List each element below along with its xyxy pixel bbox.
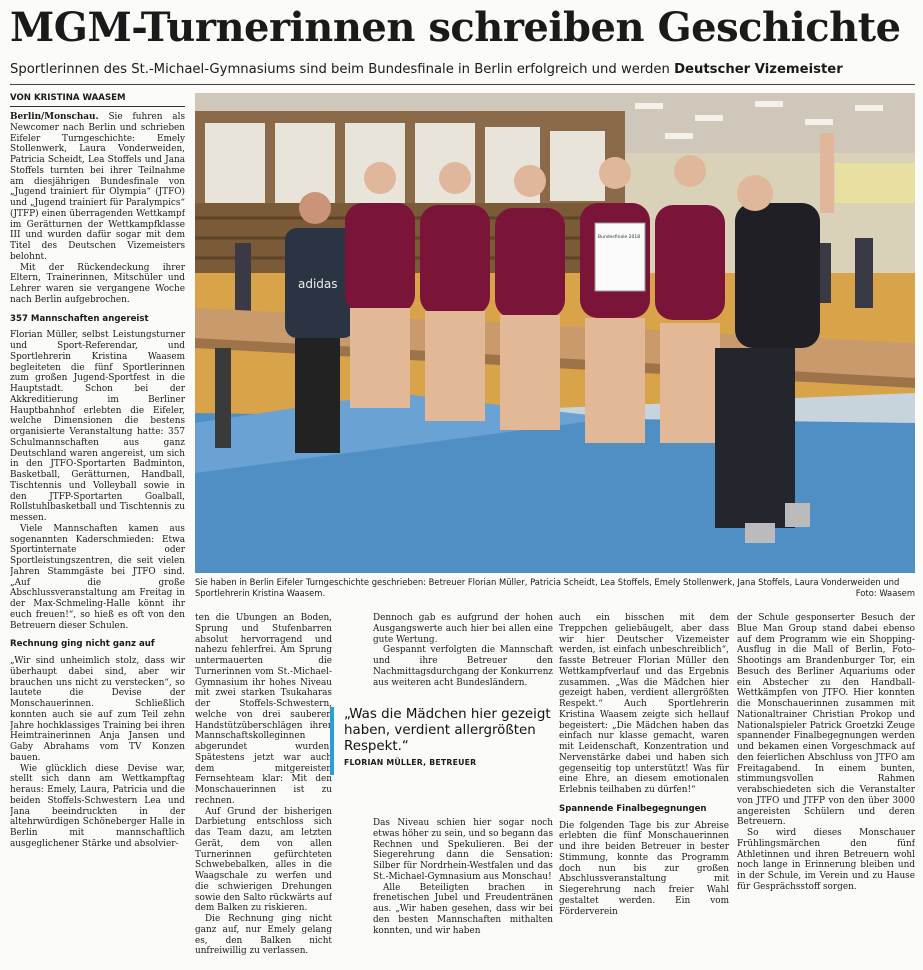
certificate-label: Bundesfinale 2018 (598, 235, 641, 240)
paragraph: Alle Beteiligten brachen in frenetischen Jubel und Freudentränen aus. „Wir haben gesehen, dass wir bei den besten Mannschaften mithalten konnten, und wir haben (373, 882, 553, 936)
paragraph: „Wir sind unheimlich stolz, dass wir überhaupt dabei sind, aber wir brauchen uns nicht zu verstecken“, so lautete die Devise der Monschauerinnen. Schließlich konnten auch sie auf zum Teil zehn Jahre hochklassiges Training bei ihren Heimtrainerinnen Anja Jansen und Gaby Abrahams vom TV Konzen bauen. (10, 656, 185, 763)
photo-illustration (195, 93, 915, 573)
byline: VON KRISTINA WAASEM (10, 93, 185, 107)
paragraph: Viele Mannschaften kamen aus sogenannten Kaderschmieden: Etwa Sportinternate oder Sportleistungszentren, die seit vielen Jahren Stammgäste bei JTFO sind. „Auf die große Abschlussveranstaltung am Freitag in der Max-Schmeling-Halle könnt ihr euch freuen!“, so hieß es oft von den Betreuern dieser Schulen. (10, 523, 185, 631)
paragraph: auch ein bisschen mit dem Treppchen geliebäugelt, aber dass wir hier Deutscher Vizemeister werden, ist einfach unbeschreiblich“, fasste Betreuer Florian Müller den Wettkampfverlauf und das Ergebnis zusammen. „Was die Mädchen hier gezeigt haben, verdient allergrößten Respekt.“ Auch Sportlehrerin Kristina Waasem zeigte sich hellauf begeistert: „Die Mädchen haben das einfach nur klasse gemacht, waren mit Leidenschaft, Konzentration und Nervenstärke dabei und haben sich gegenseitig top unterstützt! Was für eine Ehre, an diesem emotionalen Erlebnis teilhaben zu dürfen!“ (559, 613, 729, 795)
paragraph-text: Sie fuhren als Newcomer nach Berlin und schrieben Eifeler Turngeschichte: Emely Stollenwerk, Laura Vonderweiden, Patricia Scheidt, Lea Stoffels und Jana Stoffels turnten bei ihrer Teilnahme am diesjährigen Bundesfinale von „Jugend trainiert für Olympia“ (JTFO) und „Jugend trainiert für Paralympics“ (JTFP) einen überragenden Wettkampf im Gerätturnen der Wettkampfklasse III und wurden dafür sogar mit dem Titel des Deutschen Vizemeisters belohnt. (10, 112, 185, 262)
paragraph: Die Rechnung ging nicht ganz auf, nur Emely gelang es, den Balken nicht unfreiwillig zu verlassen. (195, 914, 332, 957)
paragraph: Mit der Rückendeckung ihrer Eltern, Trainerinnen, Mitschüler und Lehrer waren sie vergangene Woche nach Berlin aufgebrochen. (10, 262, 185, 305)
quote-text: „Was die Mädchen hier gezeigt haben, verdient allergrößten Respekt.“ (344, 707, 551, 754)
subline (10, 60, 915, 80)
dateline: Berlin/Monschau. (10, 112, 99, 122)
paragraph: Das Niveau schien hier sogar noch etwas höher zu sein, und so begann das Rechnen und Spekulieren. Bei der Siegerehrung dann die Sensation: Silber für Nordrhein-Westfalen und das St.-Michael-Gymnasium aus Monschau! (373, 818, 553, 882)
column-1 (10, 112, 185, 970)
column-3-bottom (373, 818, 553, 970)
paragraph: Die folgenden Tage bis zur Abreise erlebten die fünf Monschauerinnen und ihre beiden Betreuer in bester Stimmung, konnte das Programm doch nun bis zur großen Abschlussveranstaltung mit Siegerehrung nach freier Wahl gestaltet werden. Ein vom Förderverein (559, 820, 729, 917)
caption-text: Sie haben in Berlin Eifeler Turngeschichte geschrieben: Betreuer Florian Müller, Patricia Scheidt, Lea Stoffels, Emely Stollenwerk, Jana Stoffels, Laura Vonderweiden und Sportlehrerin Kristina Waasem. (195, 577, 900, 598)
photo-caption (195, 577, 915, 599)
column-2 (195, 613, 332, 970)
headline: MGM-Turnerinnen schreiben Geschichte (10, 4, 901, 51)
subheading: Rechnung ging nicht ganz auf (10, 639, 155, 650)
paragraph: Dennoch gab es aufgrund der hohen Ausgangswerte auch hier bei allen eine gute Wertung. (373, 613, 553, 645)
top-rule (10, 84, 915, 85)
column-5 (737, 613, 915, 970)
column-3-top (373, 613, 553, 705)
paragraph: So wird dieses Monschauer Frühlingsmärchen den fünf Athletinnen und ihren Betreuern wohl noch lange in Erinnerung bleiben und in der Schule, im Verein und zu Hause für Gesprächsstoff sorgen. (737, 828, 915, 892)
paragraph: ten die Übungen an Boden, Sprung und Stufenbarren absolut hervorragend und nahezu fehlerfrei. Am Sprung untermauerten die Turnerinnen vom St.-Michael-Gymnasium ihr hohes Niveau mit zwei starken Tsukaharas der Stoffels-Schwestern, welche von drei sauberen Handstützüberschlägen ihrer Mannschaftskolleginnen abgerundet wurden. Spätestens jetzt war auch dem mitgereisten Fernsehteam klar: Mit den Monschauerinnen ist zu rechnen. (195, 613, 332, 806)
subline-text: Sportlerinnen des St.-Michael-Gymnasiums sind beim Bundesfinale in Berlin erfolgreich und werden (10, 62, 675, 77)
pull-quote (330, 707, 556, 775)
paragraph: Wie glücklich diese Devise war, stellt sich dann am Wettkampftag heraus: Emely, Laura, Patricia und die beiden Stoffels-Schwestern Lea und Jana beeindruckten in der altehrwürdigen Schöneberger Halle in Berlin mit mannschaftlich ausgeglichener Stärke und absolvier- (10, 763, 185, 849)
paragraph: Gespannt verfolgten die Mannschaft und ihre Betreuer den Nachmittagsdurchgang der Konkurrenz aus weiteren acht Bundesländern. (373, 645, 553, 688)
paragraph: Florian Müller, selbst Leistungsturner und Sport-Referendar, und Sportlehrerin Kristina Waasem begleiteten die fünf Sportlerinnen zum großen Jugend-Sportfest in die Hauptstadt. Schon bei der Akkreditierung im Berliner Hauptbahnhof erlebten die Eifeler, welche Dimensionen die bestens organisierte Veranstaltung hatte: 357 Schulmannschaften aus ganz Deutschland waren angereist, um sich in den JTFO-Sportarten Badminton, Basketball, Gerätturnen, Handball, Tischtennis und Volleyball sowie in den JTFP-Sportarten Goalball, Rollstuhlbasketball und Tischtennis zu messen. (10, 330, 185, 523)
subheading: 357 Mannschaften angereist (10, 313, 149, 324)
subline-bold: Deutscher Vizemeister (674, 62, 843, 77)
subheading: Spannende Finalbegegnungen (559, 803, 707, 814)
column-4 (559, 613, 729, 970)
jersey-label: adidas (298, 277, 338, 291)
paragraph: der Schule gesponserter Besuch der Blue Man Group stand dabei ebenso auf dem Programm wie ein Shopping-Ausflug in die Mall of Berlin, Foto-Shootings am Brandenburger Tor, ein Besuch des Berliner Aquariums oder ein Abstecher zu den Handball-Wettkämpfen von JTFO. Hier konnten die Monschauerinnen zusammen mit Nationaltrainer Christian Prokop und Nationalspieler Patrick Groetzki Zeuge spannender Finalbegegnungen werden und bekamen einen Vorgeschmack auf den feierlichen Abschluss von JTFO am Freitagabend. In einem bunten, stimmungsvollen Rahmen verabschiedeten sich die Veranstalter von JTFO und JTFP von den über 3000 angereisten Schülern und deren Betreuern. (737, 613, 915, 828)
paragraph (10, 112, 185, 263)
quote-author: FLORIAN MÜLLER, BETREUER (344, 758, 477, 767)
team-photo (195, 93, 915, 573)
paragraph: Auf Grund der bisherigen Darbietung entschloss sich das Team dazu, am letzten Gerät, dem von allen Turnerinnen gefürchteten Schwebebalken, alles in die Waagschale zu werfen und die schwierigen Drehungen sowie den Salto rückwärts auf dem Balken zu riskieren. (195, 806, 332, 914)
photo-credit: Foto: Waasem (855, 588, 915, 598)
